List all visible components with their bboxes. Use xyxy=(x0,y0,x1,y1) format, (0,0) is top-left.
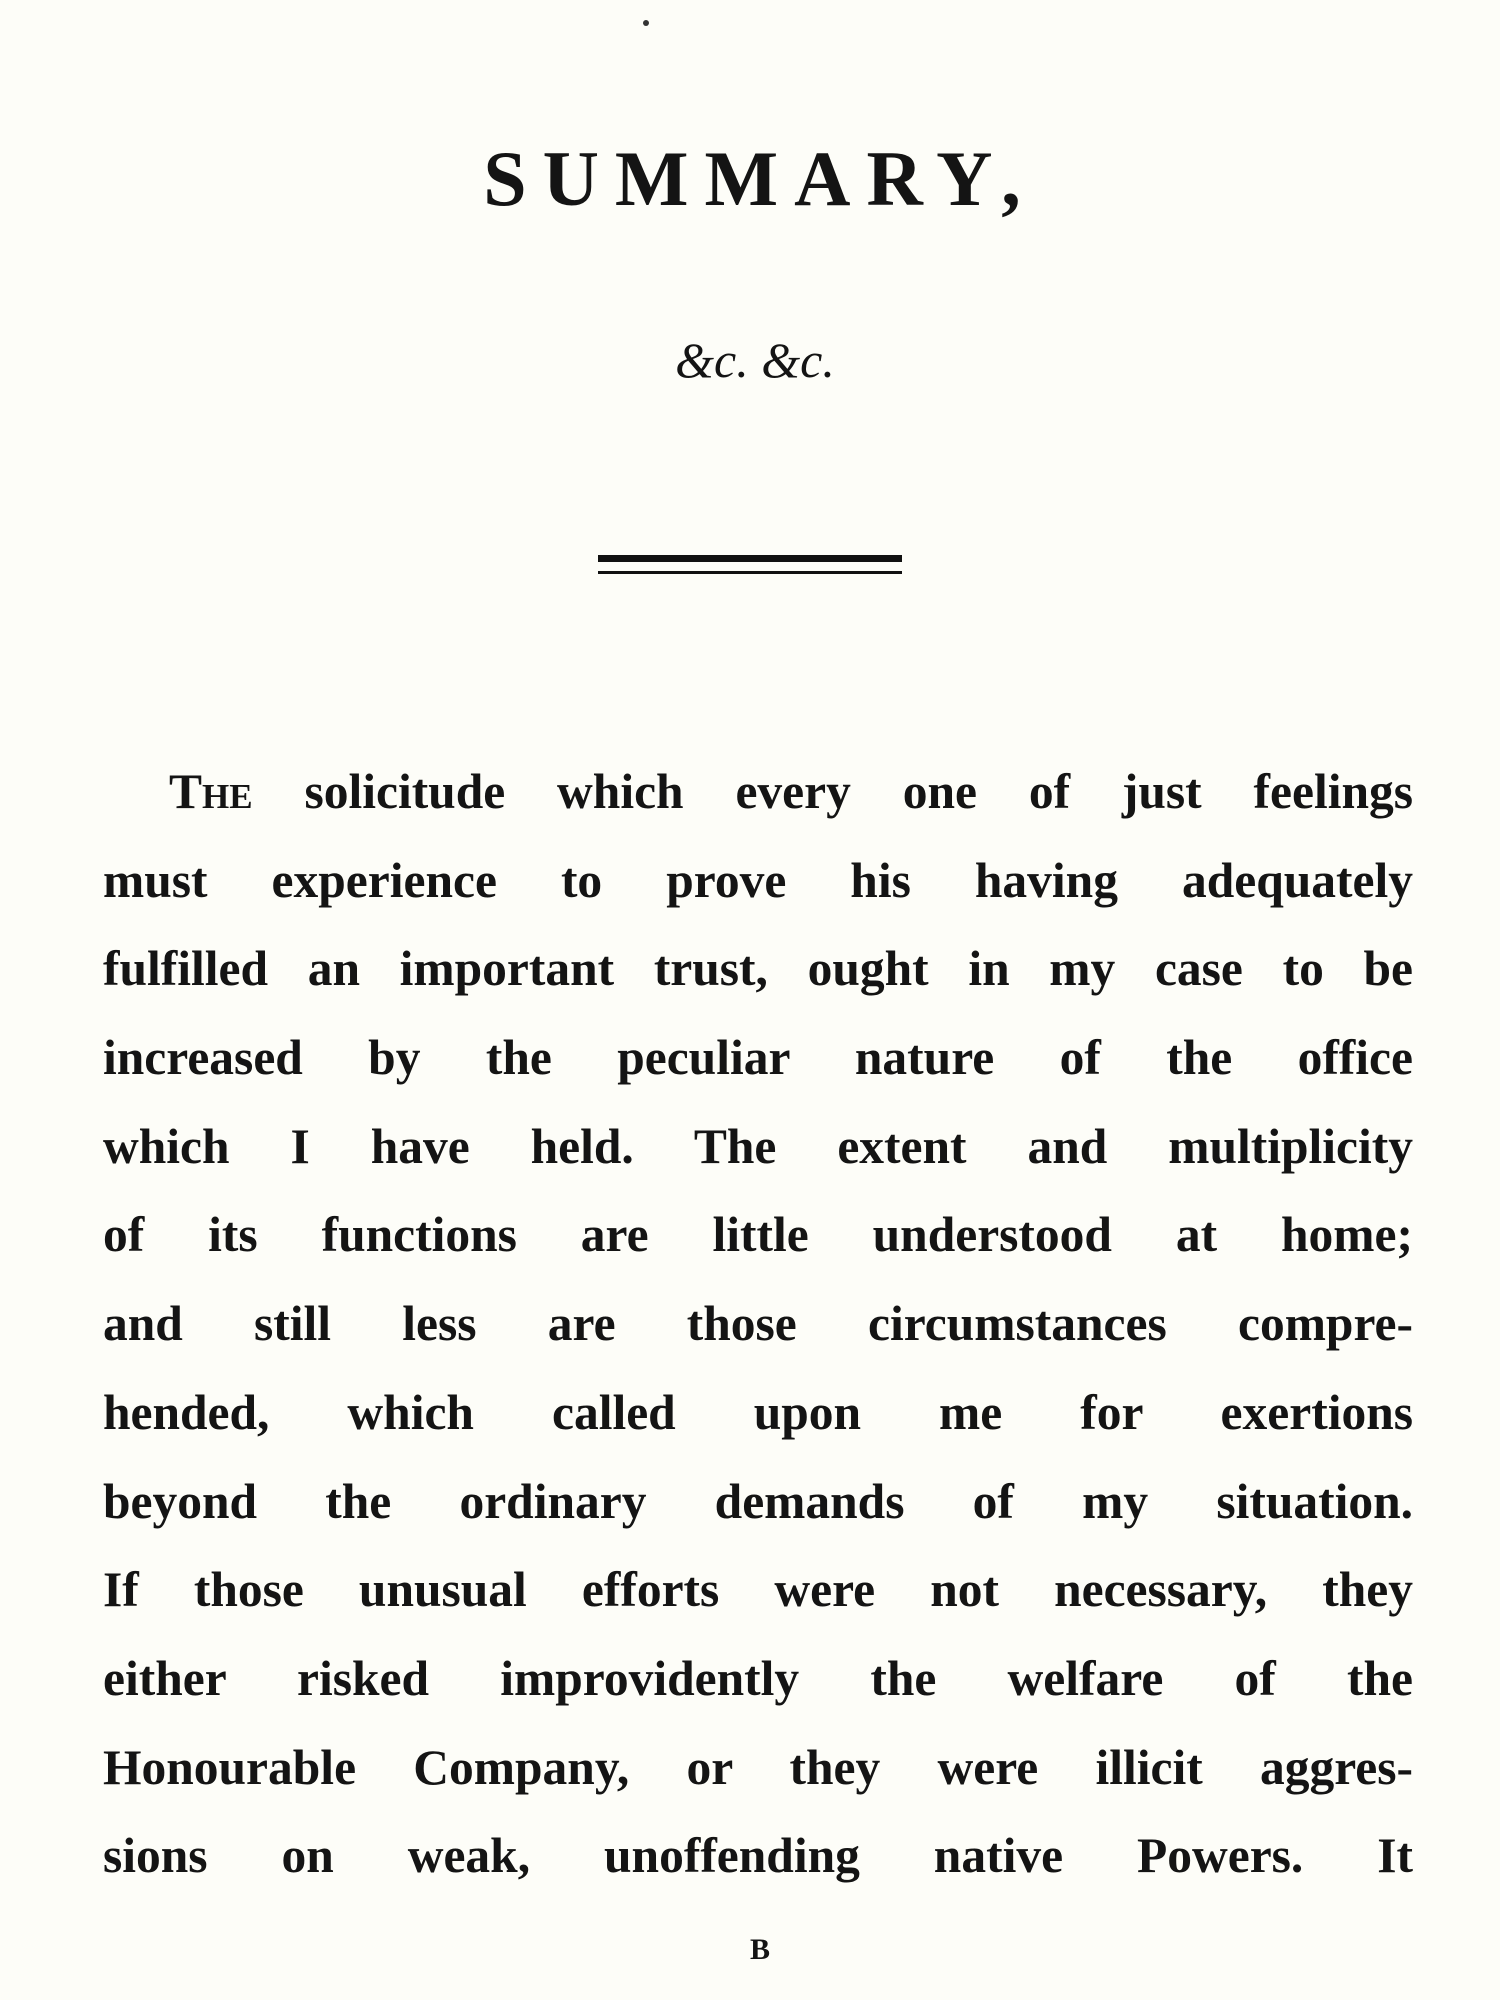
signature-mark: B xyxy=(749,1933,770,1966)
text-line-11: either risked improvidently the welfare of the xyxy=(103,1650,1413,1706)
text-line-1-rest: solicitude which every one of just feelings xyxy=(252,764,1413,819)
text-line-10: If those unusual efforts were not necessary, they xyxy=(103,1562,1413,1618)
text-line-5: which I have held. The extent and multiplicity xyxy=(103,1118,1413,1174)
text-line-7: and still less are those circumstances compre- xyxy=(103,1296,1413,1352)
drop-word: The xyxy=(169,764,253,819)
text-line-1 xyxy=(103,748,1413,837)
text-line-13: sions on weak, unoffending native Powers. It xyxy=(103,1828,1413,1884)
double-rule-thin xyxy=(598,571,902,574)
text-line-2: must experience to prove his having adequately xyxy=(103,852,1413,908)
text-line-8: hended, which called upon me for exertions xyxy=(103,1384,1413,1440)
body-paragraph xyxy=(103,748,1413,1901)
page-subtitle: &c. &c. xyxy=(675,332,835,388)
text-line-3: fulfilled an important trust, ought in my case to be xyxy=(103,941,1413,997)
double-rule-thick xyxy=(598,555,902,562)
text-line-9: beyond the ordinary demands of my situation. xyxy=(103,1473,1413,1529)
page-title: SUMMARY, xyxy=(483,135,1037,222)
ink-speck xyxy=(643,20,649,26)
text-line-4: increased by the peculiar nature of the office xyxy=(103,1030,1413,1086)
text-line-12: Honourable Company, or they were illicit aggres- xyxy=(103,1739,1413,1795)
text-line-6: of its functions are little understood at home; xyxy=(103,1207,1413,1263)
